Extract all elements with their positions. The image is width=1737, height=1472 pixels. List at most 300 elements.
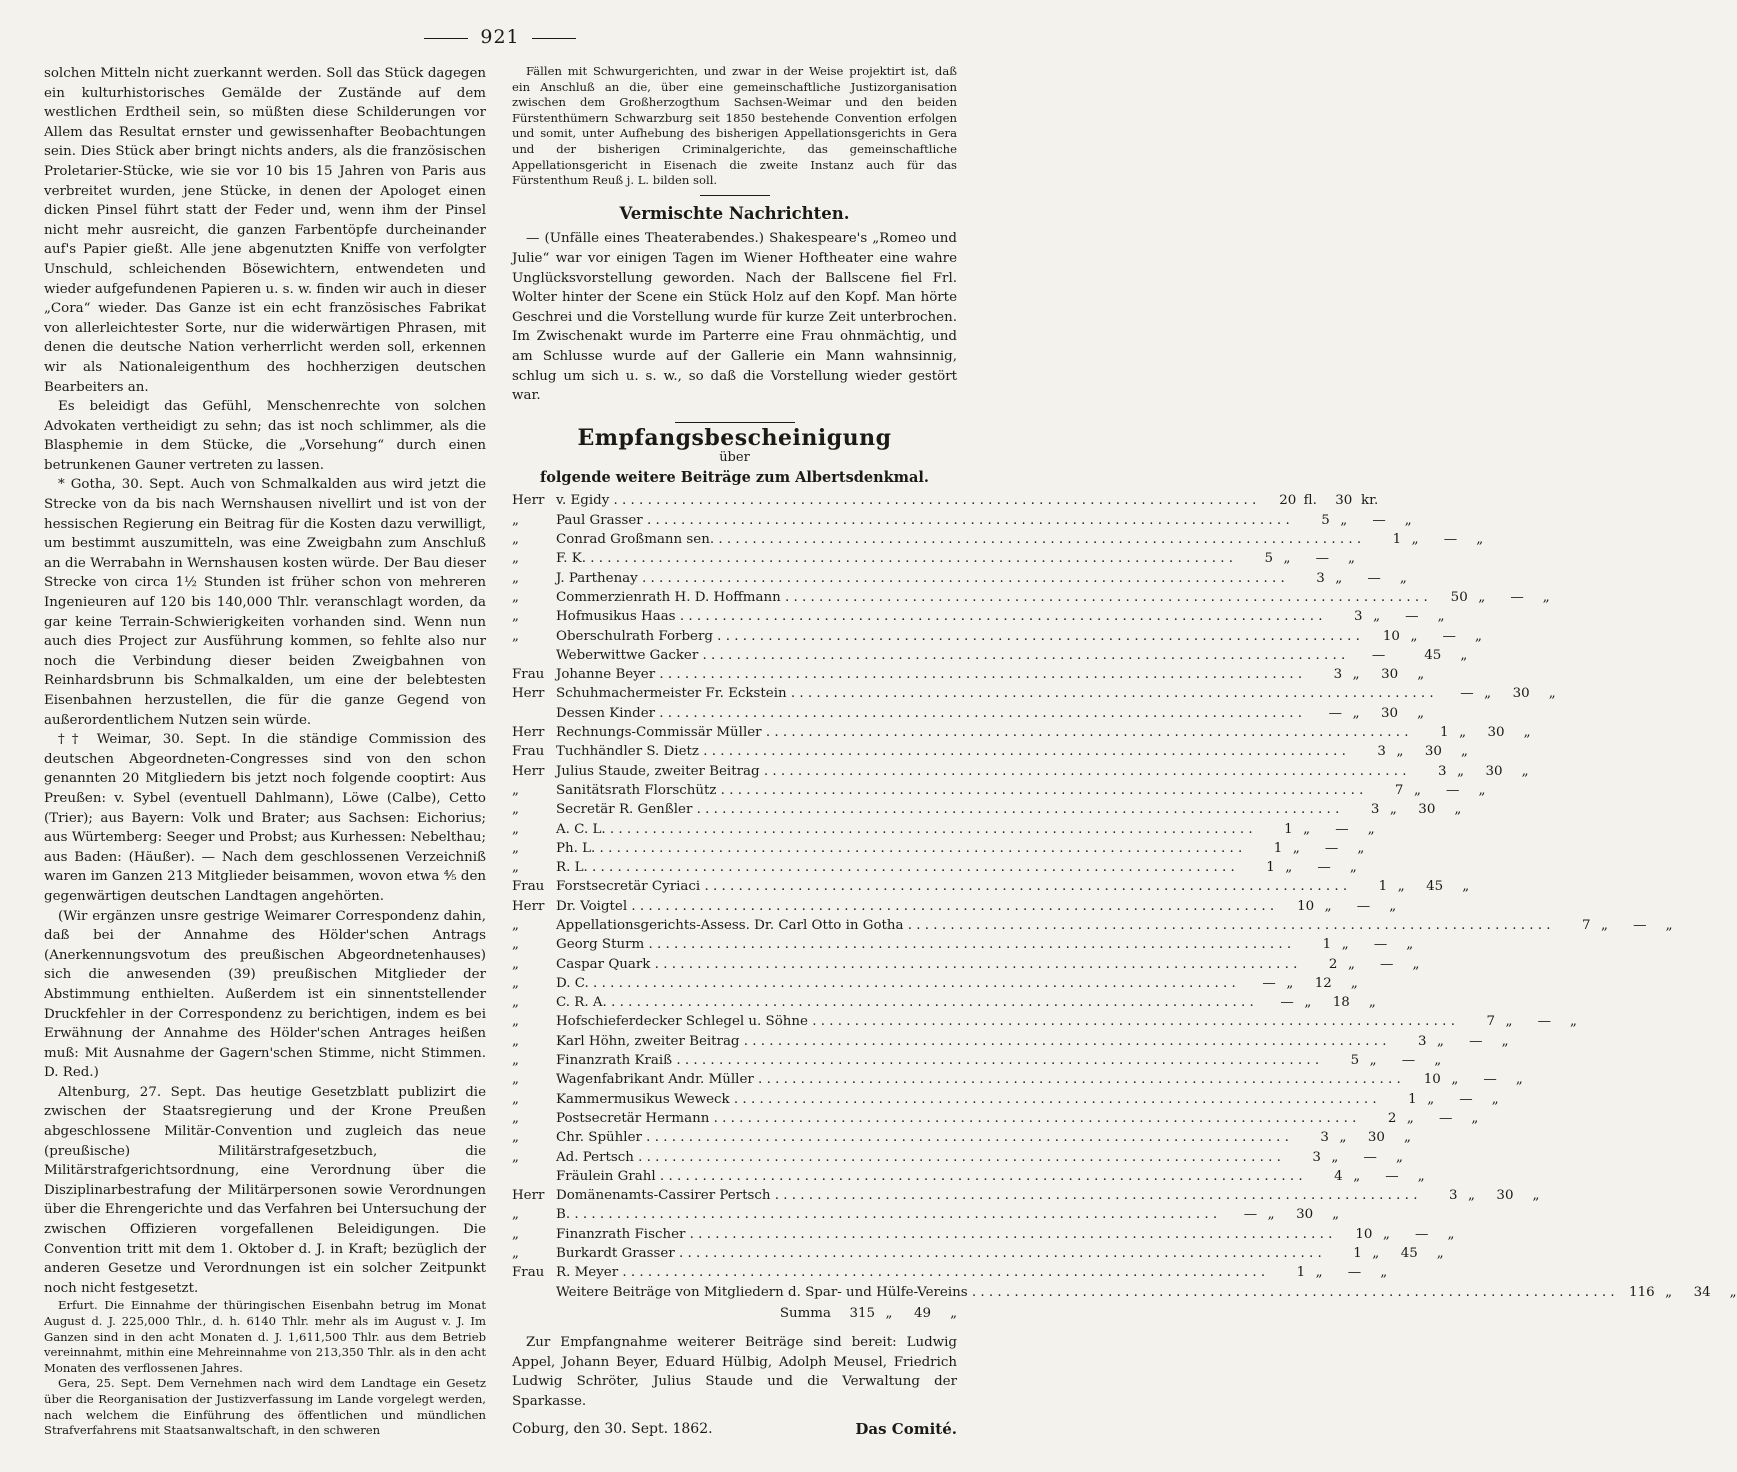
gulden-unit: „: [1505, 1014, 1513, 1030]
kreuzer-unit: „: [1532, 1188, 1540, 1204]
gulden-unit: „: [1406, 1110, 1414, 1126]
amount-gulden: 2: [1328, 956, 1338, 972]
kreuzer-unit: „: [1515, 1072, 1523, 1088]
gulden-unit: „: [1292, 840, 1300, 856]
donor-title: Herr: [512, 725, 545, 741]
amount-gulden: 3: [1316, 570, 1325, 586]
receipt-divider: [675, 422, 795, 423]
amount-kreuzer: —: [1380, 956, 1394, 972]
amount-gulden: 1: [1440, 725, 1449, 741]
amount-kreuzer: 30: [1424, 744, 1442, 760]
amount-kreuzer: —: [1483, 1072, 1497, 1088]
kreuzer-unit: „: [1367, 821, 1375, 837]
kreuzer-unit: „: [1462, 879, 1470, 895]
donor-name: Karl Höhn, zweiter Beitrag . . .: [556, 1032, 1387, 1051]
gulden-unit: „: [1411, 532, 1419, 548]
amount-gulden: 1: [1266, 860, 1275, 876]
donor-title: „: [512, 821, 519, 837]
donation-row: [512, 530, 1484, 549]
amount-kreuzer: —: [1335, 821, 1349, 837]
amount-kreuzer: 30: [1496, 1188, 1514, 1204]
amount-gulden: 20: [1279, 493, 1297, 509]
donor-name: Paul Grasser . . .: [556, 511, 1290, 530]
amount-gulden: —: [1460, 686, 1474, 702]
amount-kreuzer: 45: [1426, 879, 1444, 895]
amount-gulden: 3: [1417, 1033, 1427, 1049]
donor-name: Johanne Beyer . . .: [556, 665, 1302, 684]
amount-gulden: 10: [1297, 898, 1315, 914]
donation-row: [512, 569, 1407, 588]
donor-name: Schuhmachermeister Fr. Eckstein . . .: [556, 684, 1434, 703]
amount-gulden: 1: [1353, 1246, 1362, 1262]
kreuzer-unit: „: [1368, 995, 1376, 1011]
donor-name: Ad. Pertsch . . .: [556, 1148, 1281, 1167]
donation-row: [512, 1070, 1523, 1089]
amount-kreuzer: —: [1317, 860, 1331, 876]
sum-kreuzer: 49: [913, 1305, 931, 1321]
closing-notice: Zur Empfangnahme weiterer Beiträge sind bereit: Ludwig Appel, Johann Beyer, Eduard Hülbig, Adolph Meusel, Friedrich Ludwig Schröter, Julius Staude und die Verwaltung der Sparkasse.: [512, 1335, 957, 1410]
donation-row: [512, 1205, 1340, 1224]
amount-kreuzer: —: [1385, 1168, 1399, 1184]
amount-kreuzer: —: [1443, 532, 1458, 548]
gulden-unit: „: [1335, 570, 1343, 586]
kreuzer-unit: „: [1501, 1033, 1509, 1049]
amount-gulden: 3: [1312, 1149, 1321, 1165]
donor-title: „: [512, 1149, 519, 1165]
donation-row: [512, 1186, 1540, 1205]
donation-row: [512, 742, 1468, 761]
kreuzer-unit: „: [1389, 898, 1397, 914]
gulden-unit: „: [1303, 821, 1311, 837]
gulden-unit: fl.: [1303, 493, 1317, 509]
donor-name: v. Egidy . . .: [556, 491, 1256, 510]
donor-name: Fräulein Grahl . . .: [556, 1167, 1303, 1186]
donor-title: „: [512, 570, 519, 586]
article-gera: Gera, 25. Sept. Dem Vernehmen nach wird dem Landtage ein Gesetz über die Reorganisation der Justizverfassung im Lande vorgelegt werden, nach welchem die Einführung des öffentlichen und mündlichen Strafverfahrens mit Staatsanwaltschaft, in den schweren: [44, 1376, 486, 1438]
right-column: [512, 64, 1737, 1439]
donor-name: Postsecretär Hermann . . .: [556, 1109, 1356, 1128]
gulden-unit: „: [1283, 551, 1291, 567]
donor-name: F. K. . . .: [556, 549, 1233, 568]
kreuzer-unit: „: [1570, 1014, 1577, 1030]
donor-title: „: [512, 840, 519, 856]
donation-row: [512, 491, 1379, 510]
amount-kreuzer: 30: [1418, 802, 1436, 818]
amount-gulden: 10: [1382, 628, 1400, 644]
donation-row: [512, 1090, 1499, 1109]
donation-row: [512, 858, 1357, 877]
donor-name: Finanzrath Fischer . . .: [556, 1225, 1332, 1244]
gulden-unit: „: [1369, 1053, 1377, 1069]
kreuzer-unit: „: [1404, 512, 1412, 528]
donation-row: [512, 1012, 1577, 1031]
amount-gulden: 3: [1370, 802, 1380, 818]
kreuzer-unit: „: [1417, 705, 1425, 721]
gulden-unit: „: [1457, 763, 1465, 779]
gulden-unit: „: [1352, 667, 1360, 683]
donation-row: [512, 877, 1470, 896]
amount-gulden: 3: [1354, 609, 1363, 625]
amount-gulden: 3: [1333, 667, 1343, 683]
article-altenburg: Altenburg, 27. Sept. Das heutige Gesetzblatt publizirt die zwischen der Staatsregierung und der Krone Preußen abgeschlossene Militär-Convention und zugleich das neue (preußische) Militärstrafgesetzbuch, die Militärstrafgerichtsordnung, eine Verordnung über die Disziplinarbestrafung der Militärpersonen sowie Verordnungen über die Ehrengerichte und das Verfahren bei Untersuchung der zwischen Offizieren vorgefallenen Beleidigungen. Die Convention tritt mit dem 1. Oktober d. J. in Kraft; bezüglich der anderen Gesetze und Verordnungen ist ein solcher Zeitpunkt noch nicht festgesetzt.: [44, 1084, 486, 1296]
donor-name: Chr. Spühler . . .: [556, 1128, 1289, 1147]
gulden-unit: „: [1286, 975, 1294, 991]
donor-name: D. C. . . .: [556, 974, 1236, 993]
donor-name: Hofschieferdecker Schlegel u. Söhne . . .: [556, 1012, 1455, 1031]
receipt-subheading: folgende weitere Beiträge zum Albertsdenkmal.: [540, 468, 929, 486]
amount-gulden: 3: [1448, 1188, 1458, 1204]
kreuzer-unit: „: [1403, 1130, 1411, 1146]
donation-row: [512, 839, 1365, 858]
kreuzer-unit: „: [1417, 667, 1425, 683]
amount-gulden: 2: [1387, 1110, 1397, 1126]
article-erfurt: Erfurt. Die Einnahme der thüringischen Eisenbahn betrug im Monat August d. J. 225,000 Thlr., d. h. 6140 Thlr. mehr als im August v. J. Im Ganzen sind in den acht Monaten d. J. 1,611,500 Thlr. aus dem Betrieb vereinnahmt, mithin eine Mehreinnahme von 213,350 Thlr. als in den acht Monaten des verflossenen Jahres.: [44, 1298, 486, 1375]
donor-title: Herr: [512, 686, 545, 702]
donation-row: [512, 897, 1397, 916]
article-cora-review: solchen Mitteln nicht zuerkannt werden. Soll das Stück dagegen ein kulturhistorisches Gemälde der Zustände auf dem westlichen Erdtheil sein, so müßten diese Schilderungen vor Allem das Resultat ernster und gewissenhafter Beobachtungen sein. Dies Stück aber bringt nichts anders, als die französischen Proletarier-Stücke, wie sie vor 10 bis 15 Jahren von Paris aus verbreitet wurden, jene Stücke, in denen der Apologet einen dicken Pinsel führt statt der Feder und, wenn ihm der Pinsel nicht mehr ausreicht, die ganzen Farbentöpfe durcheinander auf's Papier gießt. Alle jene abgenutzten Kniffe von verfolgter Unschuld, schleichenden Bösewichtern, entwendeten und wieder aufgefundenen Papieren u. s. w. finden wir auch in dieser „Cora“ wieder. Das Ganze ist ein echt französisches Fabrikat von allerleichtester Sorte, nur die widerwärtigen Phrasen, mit denen die deutsche Nation verherrlicht werden soll, erkennen wir als Nationaleigenthum des hochherzigen deutschen Bearbeiters an.: [44, 66, 486, 395]
kreuzer-unit: „: [1729, 1284, 1737, 1300]
kreuzer-unit: „: [1350, 975, 1358, 991]
amount-kreuzer: 30: [1335, 493, 1353, 509]
donor-name: Oberschulrath Forberg . . .: [556, 627, 1360, 646]
donation-row: [512, 665, 1425, 684]
donation-row: [512, 800, 1462, 819]
sum-label: Summa: [779, 1305, 831, 1321]
gulden-unit: „: [1478, 589, 1486, 605]
donor-title: „: [512, 860, 519, 876]
amount-gulden: 50: [1450, 589, 1468, 605]
donor-title: „: [512, 1246, 519, 1262]
amount-gulden: 10: [1423, 1072, 1441, 1088]
header-rule-right: [532, 38, 576, 39]
gulden-unit: „: [1396, 744, 1404, 760]
donor-name: Hofmusikus Haas . . .: [556, 607, 1323, 626]
donor-name: Kammermusikus Weweck . . .: [556, 1090, 1377, 1109]
donation-row: [512, 723, 1531, 742]
donation-row: [512, 935, 1414, 954]
donor-name: Georg Sturm . . .: [556, 935, 1291, 954]
amount-kreuzer: —: [1446, 782, 1460, 798]
page-number-header: [0, 26, 1000, 48]
amount-kreuzer: 30: [1296, 1207, 1314, 1223]
donor-title: „: [512, 802, 519, 818]
donor-title: „: [512, 995, 519, 1011]
donation-row: [512, 607, 1445, 626]
donor-title: Frau: [512, 667, 545, 683]
donor-name: Dessen Kinder . . .: [556, 704, 1302, 723]
amount-kreuzer: —: [1315, 551, 1329, 567]
amount-gulden: 3: [1377, 744, 1386, 760]
donation-row: [512, 916, 1673, 935]
donor-name: Tuchhändler S. Dietz . . .: [556, 742, 1346, 761]
donor-name: Weitere Beiträge von Mitgliedern d. Spar- und Hülfe-Vereins . . .: [556, 1283, 1615, 1302]
gulden-unit: „: [1304, 995, 1312, 1011]
gulden-unit: „: [1601, 918, 1608, 933]
article-theatre-mishaps: — (Unfälle eines Theaterabendes.) Shakespeare's „Romeo und Julie“ war vor einigen Tagen im Wiener Hoftheater eine wahre Unglücksvorstellung geworden. Nach der Ballscene fiel Frl. Wolter hinter der Scene ein Stück Holz auf den Kopf. Man hörte Geschrei und die Vorstellung wurde für kurze Zeit unterbrochen. Im Zwischenakt wurde im Parterre eine Frau ohnmächtig, und am Schlusse wurde auf der Gallerie ein Mann wahnsinnig, schlug um sich u. s. w., so daß die Vorstellung wieder gestört war.: [512, 231, 957, 404]
amount-kreuzer: 12: [1314, 975, 1332, 991]
section-divider: [700, 195, 770, 196]
amount-gulden: 1: [1296, 1265, 1306, 1281]
donor-title: Frau: [512, 744, 545, 760]
donation-sum-row: [512, 1304, 957, 1323]
gulden-unit: „: [1451, 1072, 1459, 1088]
article-gera-continued: Fällen mit Schwurgerichten, und zwar in der Weise projektirt ist, daß ein Anschluß an die, über eine gemeinschaftliche Justizorganisation zwischen dem Großherzogthum Sachsen-Weimar und den beiden Fürstenthümern Schwarzburg seit 1850 bestehende Convention erfolgen und somit, unter Aufhebung des bisherigen Appellationsgerichts in Gera und der bisherigen Criminalgerichte, das gemeinschaftliche Appellationsgericht in Eisenach die zweite Instanz auch für das Fürstenthum Reuß j. L. bilden soll.: [512, 64, 957, 188]
donor-title: Frau: [512, 1265, 545, 1281]
donor-name: R. L. . . .: [556, 858, 1235, 877]
amount-gulden: 4: [1334, 1168, 1343, 1184]
kreuzer-unit: „: [1478, 782, 1486, 798]
gulden-unit: „: [1353, 1168, 1361, 1184]
amount-gulden: 10: [1355, 1226, 1373, 1242]
kreuzer-unit: „: [1380, 1265, 1388, 1281]
donor-title: „: [512, 975, 519, 991]
donor-name: Rechnungs-Commissär Müller . . .: [556, 723, 1409, 742]
gulden-unit: „: [1410, 628, 1418, 644]
donation-row: [512, 1109, 1479, 1128]
gulden-unit: „: [1459, 725, 1467, 741]
donor-title: Herr: [512, 898, 545, 914]
kreuzer-unit: „: [1399, 570, 1407, 586]
kreuzer-unit: „: [1406, 937, 1414, 953]
amount-gulden: —: [1280, 995, 1294, 1011]
amount-gulden: 1: [1408, 1091, 1417, 1107]
gulden-unit: „: [1468, 1188, 1475, 1204]
amount-kreuzer: 30: [1381, 667, 1399, 683]
amount-kreuzer: 30: [1512, 686, 1530, 702]
sum-gulden-unit: „: [885, 1305, 893, 1321]
donor-title: „: [512, 937, 519, 953]
donor-title: „: [512, 532, 519, 548]
amount-gulden: 5: [1264, 551, 1273, 567]
kreuzer-unit: kr.: [1360, 493, 1379, 509]
amount-gulden: 5: [1350, 1053, 1360, 1069]
donor-title: „: [512, 956, 519, 972]
gulden-unit: „: [1352, 705, 1360, 721]
donor-title: „: [512, 1072, 519, 1088]
gulden-unit: „: [1341, 937, 1349, 953]
kreuzer-unit: „: [1434, 1053, 1442, 1069]
gulden-unit: „: [1484, 686, 1492, 702]
donor-title: Frau: [512, 879, 545, 895]
signature: Das Comité.: [855, 1419, 957, 1438]
donor-title: „: [512, 1033, 519, 1049]
kreuzer-unit: „: [1436, 1246, 1444, 1262]
amount-gulden: —: [1328, 705, 1343, 721]
amount-gulden: 7: [1581, 918, 1591, 933]
receipt-heading: Empfangsbescheinigung: [577, 424, 892, 451]
donor-name: Secretär R. Genßler . . .: [556, 800, 1339, 819]
donor-title: „: [512, 551, 519, 567]
kreuzer-unit: „: [1332, 1207, 1340, 1223]
amount-gulden: 116: [1629, 1284, 1655, 1300]
kreuzer-unit: „: [1474, 628, 1482, 644]
donation-row: [512, 511, 1412, 530]
donation-row: [512, 1128, 1411, 1147]
donor-name: Dr. Voigtel . . .: [556, 897, 1274, 916]
donor-name: Wagenfabrikant Andr. Müller . . .: [556, 1070, 1401, 1089]
gulden-unit: „: [1267, 1207, 1275, 1223]
donor-title: Herr: [512, 1188, 545, 1204]
donation-row: [512, 627, 1482, 646]
article-cora-review-end: Es beleidigt das Gefühl, Menschenrechte von solchen Advokaten vertheidigt zu sehn; das ist noch schlimmer, als die Blasphemie in dem Stücke, die „Vorsehung“ durch einen betrunkenen Gauner vertreten zu lassen.: [44, 399, 486, 473]
article-gotha: * Gotha, 30. Sept. Auch von Schmalkalden aus wird jetzt die Strecke von da bis nach Wernshausen nivellirt und ist von der hessischen Regierung ein Beitrag für die Kosten dazu verwilligt, um bestimmt auszumitteln, was eine Zweigbahn zum Anschluß an die Werrabahn in Wernshausen kosten würde. Der Bau dieser Strecke von circa 1½ Stunden ist früher schon von mehreren Ingenieuren auf 120 bis 140,000 Thlr. veranschlagt worden, da gar keine Terrain-Schwierigkeiten vorhanden sind. Wenn nun auch dies Project zur Ausführung kommen, so fehlte also nur noch die Verbindung dieser beiden Zweigbahnen von Reinhardsbrunn bis Schmalkalden, um eine der belebtesten Eisenbahnen herzustellen, die für die ganze Gegend von außerordentlichem Nutzen sein würde.: [44, 477, 486, 728]
donation-row: [512, 1148, 1403, 1167]
donor-title: „: [512, 589, 519, 605]
page-number: 921: [480, 26, 520, 48]
amount-kreuzer: —: [1415, 1226, 1429, 1242]
amount-kreuzer: —: [1459, 1091, 1473, 1107]
gulden-unit: „: [1285, 860, 1293, 876]
donor-name: A. C. L. . . .: [556, 820, 1253, 839]
donation-row: [512, 684, 1556, 703]
gulden-unit: „: [1382, 1226, 1390, 1242]
donor-name: Conrad Großmann sen. . . .: [556, 530, 1361, 549]
kreuzer-unit: „: [1395, 1149, 1403, 1165]
donation-list: [512, 491, 1737, 1301]
amount-kreuzer: 45: [1424, 647, 1442, 663]
donation-row: [512, 1244, 1444, 1263]
amount-kreuzer: 30: [1485, 763, 1503, 779]
kreuzer-unit: „: [1523, 725, 1531, 741]
gulden-unit: „: [1437, 1033, 1444, 1049]
donation-row: [512, 974, 1358, 993]
gulden-unit: „: [1389, 802, 1397, 818]
gulden-unit: „: [1413, 782, 1421, 798]
amount-kreuzer: 45: [1400, 1246, 1418, 1262]
amount-kreuzer: —: [1405, 609, 1419, 625]
amount-gulden: 1: [1322, 937, 1332, 953]
amount-kreuzer: —: [1363, 1149, 1377, 1165]
amount-gulden: 1: [1378, 879, 1388, 895]
kreuzer-unit: „: [1447, 1226, 1455, 1242]
donor-title: „: [512, 1130, 519, 1146]
kreuzer-unit: „: [1412, 956, 1420, 972]
kreuzer-unit: „: [1476, 532, 1484, 548]
amount-gulden: —: [1243, 1207, 1258, 1223]
amount-kreuzer: —: [1633, 918, 1647, 933]
kreuzer-unit: „: [1471, 1110, 1479, 1126]
donor-title: „: [512, 918, 519, 933]
amount-gulden: 5: [1321, 512, 1330, 528]
gulden-unit: „: [1339, 1130, 1347, 1146]
signature-row: [512, 1420, 957, 1440]
misc-news-heading: Vermischte Nachrichten.: [619, 203, 850, 223]
donor-title: „: [512, 1110, 519, 1126]
amount-kreuzer: 30: [1367, 1130, 1385, 1146]
sum-gulden: 315: [849, 1305, 875, 1321]
gulden-unit: „: [1315, 1265, 1323, 1281]
donation-row: [512, 1225, 1455, 1244]
amount-kreuzer: 30: [1380, 705, 1399, 721]
amount-gulden: 3: [1438, 763, 1447, 779]
kreuzer-unit: „: [1491, 1091, 1499, 1107]
donation-row: [512, 1051, 1442, 1070]
amount-gulden: —: [1371, 647, 1386, 663]
kreuzer-unit: „: [1454, 802, 1462, 818]
donor-title: „: [512, 782, 519, 798]
amount-kreuzer: —: [1537, 1014, 1551, 1030]
donation-row: [512, 955, 1420, 974]
donor-name: B. . . .: [556, 1205, 1217, 1224]
amount-gulden: 3: [1320, 1130, 1329, 1146]
donation-row: [512, 704, 1425, 723]
donor-title: „: [512, 1014, 519, 1030]
donation-row: [512, 1283, 1737, 1302]
amount-kreuzer: 30: [1487, 725, 1505, 741]
donation-row: [512, 646, 1468, 665]
amount-gulden: 7: [1394, 782, 1404, 798]
article-weimar: †† Weimar, 30. Sept. In die ständige Commission des deutschen Abgeordneten-Congresses sind von den schon genannten 20 Mitgliedern bis jetzt noch folgende cooptirt: Aus Preußen: v. Sybel (eventuell Dahlmann), Löwe (Calbe), Cetto (Trier); aus Bayern: Volk und Brater; aus Sachsen: Eichorius; aus Würtemberg: Seeger und Probst; aus Kurhessen: Nebelthau; aus Baden: (Häußer). — Nach dem geschlossenen Verzeichniß waren im Ganzen 213 Mitglieder beisammen, wovon etwa ⅘ den gegenwärtigen deutschen Landtagen angehörten.: [44, 732, 486, 904]
donor-name: Weberwittwe Gacker . . .: [556, 646, 1345, 665]
donor-title: „: [512, 512, 519, 528]
donor-title: „: [512, 609, 519, 625]
gulden-unit: „: [1397, 879, 1405, 895]
donor-name: Burkardt Grasser . . .: [556, 1244, 1322, 1263]
donation-row: [512, 762, 1529, 781]
article-weimar-correction: (Wir ergänzen unsre gestrige Weimarer Correspondenz dahin, daß bei der Annahme des Hölder'schen Antrags (Anerkennungsvotum des preußischen Abgeordnetenhauses) sich die anwesenden (39) preußischen Mitglieder der Abstimmung enthielten. Außerdem ist ein sinnentstellender Druckfehler in der Correspondenz zu berichtigen, indem es bei Erwähnung der Annahme des Hölder'schen Antrages heißen muß: Mit Ausnahme der Gagern'schen Stimme, nicht Stimmen. D. Red.): [44, 908, 486, 1081]
donation-row: [512, 1032, 1509, 1051]
donor-title: „: [512, 1207, 519, 1223]
gulden-unit: „: [1340, 512, 1348, 528]
place-date: Coburg, den 30. Sept. 1862.: [512, 1420, 713, 1437]
donor-title: „: [512, 1053, 519, 1069]
donor-name: C. R. A. . . .: [556, 993, 1254, 1012]
donor-title: Herr: [512, 763, 545, 779]
header-rule-left: [424, 38, 468, 39]
donor-title: „: [512, 628, 519, 644]
donor-title: „: [512, 1226, 519, 1242]
donor-name: Finanzrath Kraiß . . .: [556, 1051, 1319, 1070]
amount-kreuzer: —: [1442, 628, 1456, 644]
kreuzer-unit: „: [1548, 686, 1556, 702]
donation-row: [512, 588, 1550, 607]
amount-kreuzer: —: [1373, 937, 1388, 953]
donor-name: Appellationsgerichts-Assess. Dr. Carl Otto in Gotha . . .: [556, 916, 1551, 935]
amount-kreuzer: 34: [1693, 1284, 1711, 1300]
kreuzer-unit: „: [1437, 609, 1445, 625]
kreuzer-unit: „: [1357, 840, 1365, 856]
gulden-unit: „: [1427, 1091, 1435, 1107]
amount-kreuzer: 18: [1332, 995, 1350, 1011]
amount-kreuzer: —: [1438, 1110, 1453, 1126]
kreuzer-unit: „: [1521, 763, 1529, 779]
gulden-unit: „: [1665, 1284, 1673, 1300]
amount-kreuzer: —: [1356, 898, 1371, 914]
gulden-unit: „: [1324, 898, 1332, 914]
donor-title: „: [512, 1091, 519, 1107]
gulden-unit: „: [1331, 1149, 1339, 1165]
donation-row: [512, 549, 1355, 568]
donor-name: Forstsecretär Cyriaci . . .: [556, 877, 1347, 896]
donor-title: Herr: [512, 493, 545, 509]
amount-kreuzer: —: [1324, 840, 1339, 856]
donation-row: [512, 1167, 1425, 1186]
gulden-unit: „: [1347, 956, 1355, 972]
kreuzer-unit: „: [1349, 860, 1357, 876]
amount-gulden: 7: [1486, 1014, 1495, 1030]
receipt-over: über: [719, 450, 750, 466]
amount-kreuzer: —: [1510, 589, 1524, 605]
kreuzer-unit: „: [1665, 918, 1673, 933]
amount-kreuzer: —: [1347, 1265, 1362, 1281]
gulden-unit: „: [1372, 1246, 1380, 1262]
donor-name: Julius Staude, zweiter Beitrag . . .: [556, 762, 1407, 781]
kreuzer-unit: „: [1460, 647, 1468, 663]
donor-name: Domänenamts-Cassirer Pertsch . . .: [556, 1186, 1417, 1205]
kreuzer-unit: „: [1348, 551, 1355, 567]
kreuzer-unit: „: [1417, 1168, 1425, 1184]
donation-row: [512, 1263, 1388, 1282]
